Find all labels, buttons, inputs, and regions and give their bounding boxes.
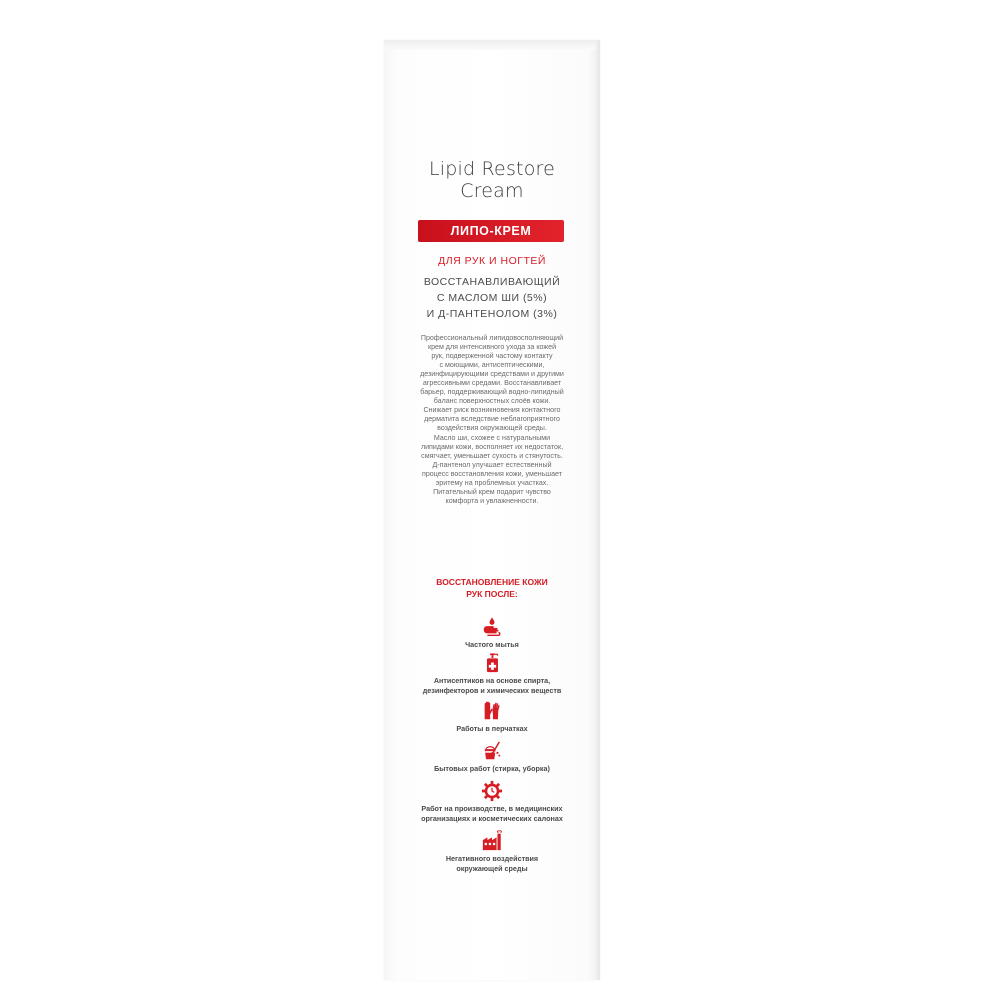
benefit-label: Бытовых работ (стирка, уборка) [434, 764, 550, 773]
benefit-label: Антисептиков на основе спирта, дезинфекторов и химических веществ [422, 676, 562, 695]
description-line: баланс поверхностных слоёв кожи. [433, 397, 551, 406]
gear-clock-icon [481, 780, 503, 802]
description-line: дезинфицирующими средствами и другими [420, 370, 564, 379]
description-line: рук, подверженной частому контакту [431, 352, 553, 361]
benefit-item [384, 616, 600, 650]
benefit-label: Работы в перчатках [456, 724, 528, 733]
description-line: липидами кожи, восполняет их недостаток, [420, 442, 564, 451]
description-line: воздействия окружающей среды. [437, 424, 547, 433]
gloves-icon [481, 700, 503, 722]
description-line: Снижает риск возникновения контактного [423, 406, 561, 415]
hand-washing-icon [481, 616, 503, 638]
description-line: барьер, поддерживающий водно-липидный [420, 388, 564, 397]
description-line: крем для интенсивного ухода за кожей [427, 343, 557, 352]
product-banner: ЛИПО-КРЕМ [418, 220, 564, 242]
product-title [384, 158, 600, 202]
description-line: Питательный крем подарит чувство [433, 487, 551, 496]
section-title [384, 576, 600, 600]
description-line: процесс восстановления кожи, уменьшает [421, 469, 562, 478]
sanitizer-bottle-icon [481, 652, 503, 674]
section-title-line1: ВОССТАНОВЛЕНИЕ КОЖИ [436, 577, 548, 587]
benefit-item [384, 700, 600, 734]
description-line: Масло ши, схожее с натуральными [433, 433, 551, 442]
product-title-line2: Cream [460, 180, 524, 202]
product-subtitle: ДЛЯ РУК И НОГТЕЙ [438, 255, 546, 267]
product-claims [384, 274, 600, 322]
benefit-label: Частого мытья [465, 640, 519, 649]
claim-line2: С МАСЛОМ ШИ (5%) [436, 292, 548, 304]
factory-icon [481, 830, 503, 852]
description-line: с моющими, антисептическими, [439, 361, 545, 370]
benefit-label: Работ на производстве, в медицинских организациях и косметических салонах [421, 804, 563, 823]
product-description [396, 334, 588, 506]
description-line: эритему на проблемных участках. [435, 478, 549, 487]
description-line: агрессивными средами. Восстанавливает [422, 379, 562, 388]
product-title-line1: Lipid Restore [429, 158, 555, 180]
claim-line3: И Д-ПАНТЕНОЛОМ (3%) [426, 308, 558, 320]
cleaning-bucket-icon [481, 740, 503, 762]
description-line: смягчает, уменьшает сухость и стянутость. [421, 451, 563, 460]
claim-line1: ВОССТАНАВЛИВАЮЩИЙ [423, 276, 561, 288]
benefit-item [384, 780, 600, 824]
product-box [384, 40, 600, 980]
benefit-item [384, 830, 600, 874]
benefit-label: Негативного воздействия окружающей среды [445, 854, 539, 873]
benefit-item [384, 652, 600, 696]
box-top-flap [384, 40, 600, 50]
description-line: дерматита вследствие неблагоприятного [424, 415, 560, 424]
benefit-item [384, 740, 600, 774]
section-title-line2: РУК ПОСЛЕ: [466, 589, 518, 599]
description-line: комфорта и увлажненности. [445, 496, 539, 505]
description-line: Профессиональный липидовосполняющий [420, 334, 564, 342]
description-line: Д-пантенол улучшает естественный [432, 460, 552, 469]
